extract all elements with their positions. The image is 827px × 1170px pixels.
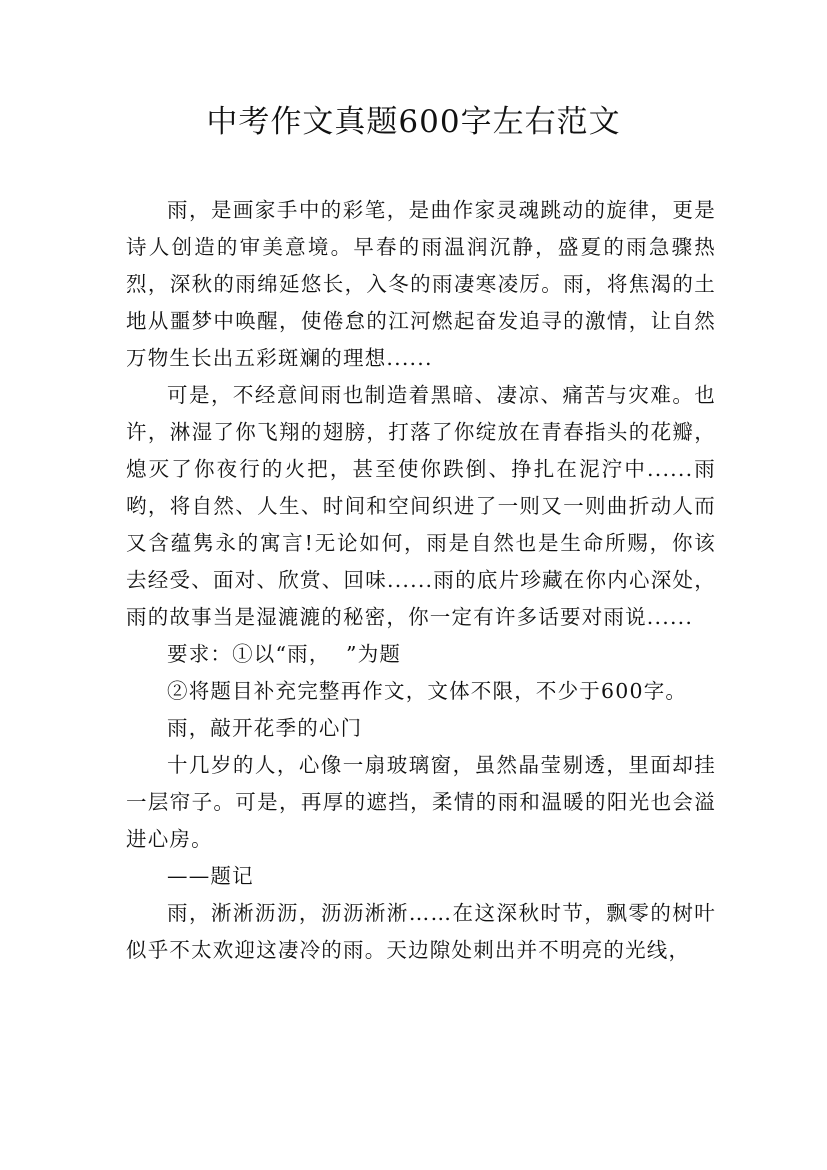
epigraph-attribution: ——题记 <box>167 864 254 888</box>
paragraph-rain-intro: 雨，是画家手中的彩笔，是曲作家灵魂跳动的旋律，更是诗人创造的审美意境。早春的雨温润沉静，盛夏的雨急骤热烈，深秋的雨绵延悠长，入冬的雨凄寒凌厉。雨，将焦渴的土地从噩梦中唤醒，使倦怠的江河燃起奋发追寻的激情，让自然万物生长出五彩斑斓的理想...... <box>126 198 716 370</box>
paragraph-epigraph: 十几岁的人，心像一扇玻璃窗，虽然晶莹剔透，里面却挂一层帘子。可是，再厚的遮挡，柔情的雨和温暖的阳光也会溢进心房。 <box>126 753 716 851</box>
essay-title: 雨，敲开花季的心门 <box>167 716 363 740</box>
paragraph-requirement-1: 要求：①以“雨， ”为题 <box>167 642 402 666</box>
document-title: 中考作文真题600字左右范文 <box>206 104 621 140</box>
paragraph-requirement-2: ②将题目补充完整再作文，文体不限，不少于600字。 <box>167 679 688 703</box>
document-body <box>126 192 716 969</box>
paragraph-rain-dark-side: 可是，不经意间雨也制造着黑暗、凄凉、痛苦与灾难。也许，淋湿了你飞翔的翅膀，打落了你绽放在青春指头的花瓣，熄灭了你夜行的火把，甚至使你跌倒、挣扎在泥泞中......雨哟，将自然、人生、时间和空间织进了一则又一则曲折动人而又含蕴隽永的寓言!无论如何，雨是自然也是生命所赐，你该去经受、面对、欣赏、回味......雨的底片珍藏在你内心深处，雨的故事当是湿漉漉的秘密，你一定有许多话要对雨说...... <box>126 383 716 629</box>
paragraph-essay-opening: 雨，淅淅沥沥，沥沥淅淅……在这深秋时节，飘零的树叶似乎不太欢迎这凄冷的雨。天边隙处刺出并不明亮的光线， <box>126 901 716 962</box>
